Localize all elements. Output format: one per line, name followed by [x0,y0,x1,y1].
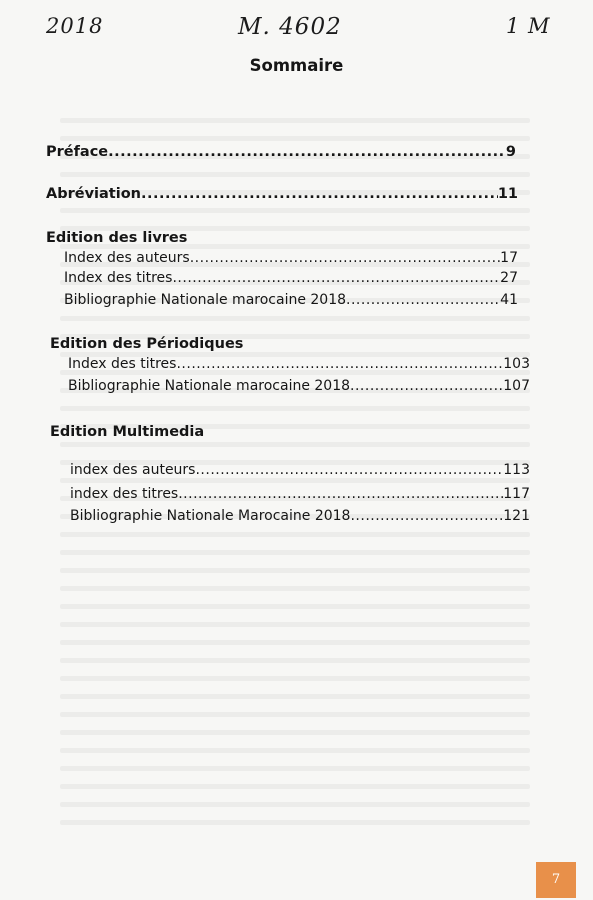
toc-entry [68,378,530,394]
toc-leader-dots [350,378,503,394]
toc-entry-page: 41 [500,292,518,308]
toc-entry-page: 103 [503,356,530,372]
toc-entry [70,462,530,478]
toc-entry [70,508,530,524]
section-heading-periodiques: Edition des Périodiques [50,336,244,352]
handwritten-call-number: M. 4602 [238,14,342,40]
toc-entry-label: Bibliographie Nationale Marocaine 2018 [70,508,351,524]
section-heading-livres: Edition des livres [46,230,188,246]
page-number-badge: 7 [536,862,576,898]
toc-entry-label: Index des auteurs [64,250,190,266]
toc-entry-page: 121 [503,508,530,524]
toc-entry-page: 107 [503,378,530,394]
toc-entry-page: 117 [503,486,530,502]
toc-leader-dots [350,508,503,524]
toc-entry-preface [46,144,516,160]
toc-entry-label: Bibliographie Nationale marocaine 2018 [68,378,351,394]
toc-entry-label: Préface [46,144,109,160]
page-title: Sommaire [249,56,344,75]
toc-entry [64,270,518,286]
toc-entry [64,292,518,308]
toc-entry-page: 27 [500,270,518,286]
handwritten-volume-note: 1 M [506,14,551,38]
toc-entry-label: Abréviation [46,186,141,202]
toc-entry-label: Bibliographie Nationale marocaine 2018 [64,292,347,308]
toc-entry-page: 9 [505,144,516,160]
toc-leader-dots [176,356,503,372]
toc-leader-dots [190,250,500,266]
toc-entry-abreviation [46,186,518,202]
section-heading-multimedia: Edition Multimedia [50,424,205,440]
bleed-through-text [60,118,530,838]
toc-leader-dots [178,486,503,502]
toc-entry-label: Index des titres [64,270,173,286]
toc-entry-label: index des auteurs [70,462,196,478]
toc-entry [70,486,530,502]
handwritten-year-note: 2018 [46,14,104,38]
toc-leader-dots [346,292,500,308]
toc-entry-page: 17 [500,250,518,266]
toc-leader-dots [172,270,500,286]
toc-entry-page: 11 [497,186,518,202]
toc-leader-dots [108,144,506,160]
toc-entry [64,250,518,266]
toc-leader-dots [141,186,498,202]
toc-leader-dots [195,462,503,478]
toc-entry-label: index des titres [70,486,179,502]
toc-entry-label: Index des titres [68,356,177,372]
toc-entry [68,356,530,372]
toc-entry-page: 113 [503,462,530,478]
